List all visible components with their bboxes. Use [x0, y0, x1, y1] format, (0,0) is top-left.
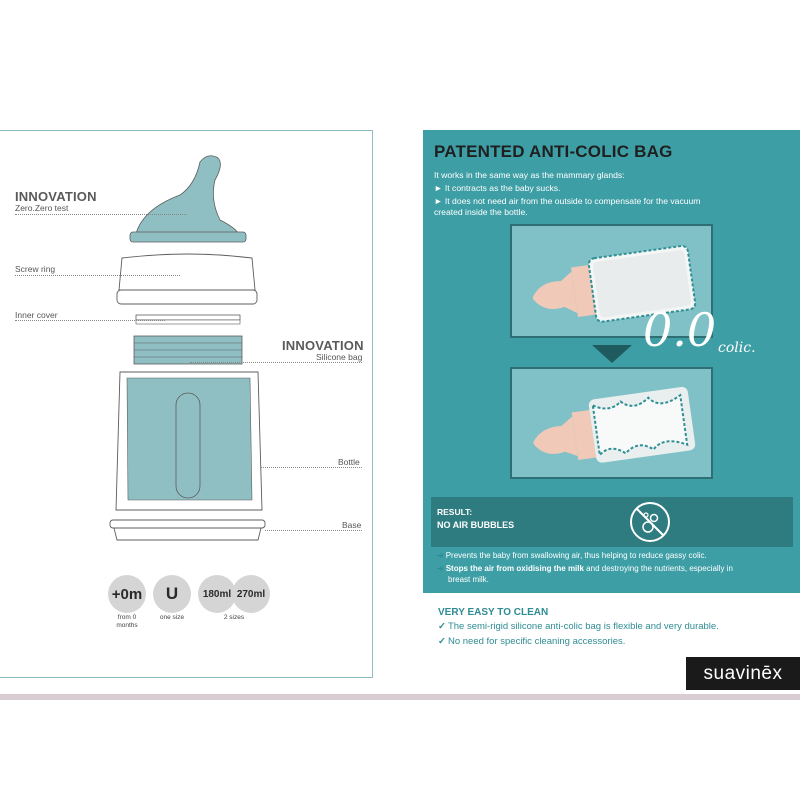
point-2: ► It does not need air from the outside to compensate for the vacuum [434, 196, 701, 206]
colic-word: colic. [718, 340, 756, 356]
leader-line [265, 530, 362, 531]
leader-line [190, 362, 362, 363]
age-caption: from 0 months [116, 614, 138, 629]
intro-text: It works in the same way as the mammary glands: [434, 170, 625, 180]
sizes-caption: 2 sizes [223, 614, 245, 621]
benefit-1: ➜ Prevents the baby from swallowing air, thus helping to reduce gassy colic. [437, 551, 707, 560]
down-arrow-icon [592, 345, 632, 363]
size-270-icon: 270ml [232, 575, 270, 613]
one-size-caption: one size [159, 614, 185, 621]
checkmark-icon: ✓ [438, 636, 446, 647]
result-label: RESULT: [437, 507, 473, 517]
bottle-exploded-illustration [100, 150, 280, 545]
point-1: ► It contracts as the baby sucks. [434, 183, 561, 193]
benefit-2: ➜ Stops the air from oxidising the milk and destroying the nutrients, especially in [437, 564, 733, 573]
clean-point-1: ✓ The semi-rigid silicone anti-colic bag is flexible and very durable. [438, 621, 719, 632]
silicone-bag-label: Silicone bag [316, 352, 363, 362]
size-180-icon: 180ml [198, 575, 236, 613]
point-2-cont: created inside the bottle. [434, 207, 528, 217]
leader-line [15, 275, 180, 276]
innovation-title-2: INNOVATION [282, 338, 364, 353]
leader-line [15, 214, 187, 215]
brand-logo: suavinēx [686, 657, 800, 690]
innovation-title-1: INNOVATION [15, 189, 97, 204]
leader-line [15, 320, 165, 321]
no-bubbles-icon [628, 500, 672, 544]
colic-mark: 0.0 [643, 303, 717, 357]
bottom-strip [0, 694, 800, 700]
result-text: NO AIR BUBBLES [437, 520, 515, 530]
inner-cover-label: Inner cover [15, 310, 58, 320]
bottle-contracted-illustration [512, 369, 711, 477]
one-size-icon: U [153, 575, 191, 613]
bottle-label: Bottle [338, 457, 360, 467]
clean-title: VERY EASY TO CLEAN [438, 607, 549, 618]
checkmark-icon: ✓ [438, 621, 446, 632]
clean-point-2: ✓ No need for specific cleaning accessories. [438, 636, 626, 647]
arrow-icon: ➜ [437, 551, 444, 560]
benefit-2-cont: breast milk. [448, 575, 489, 584]
zero-zero-label: Zero.Zero test [15, 203, 69, 213]
arrow-icon: ➜ [437, 564, 444, 573]
base-label: Base [342, 520, 362, 530]
screw-ring-label: Screw ring [15, 264, 56, 274]
bottle-contracted-photo [510, 367, 713, 479]
age-icon: +0m [108, 575, 146, 613]
panel-title: PATENTED ANTI-COLIC BAG [434, 142, 673, 161]
leader-line [260, 467, 362, 468]
